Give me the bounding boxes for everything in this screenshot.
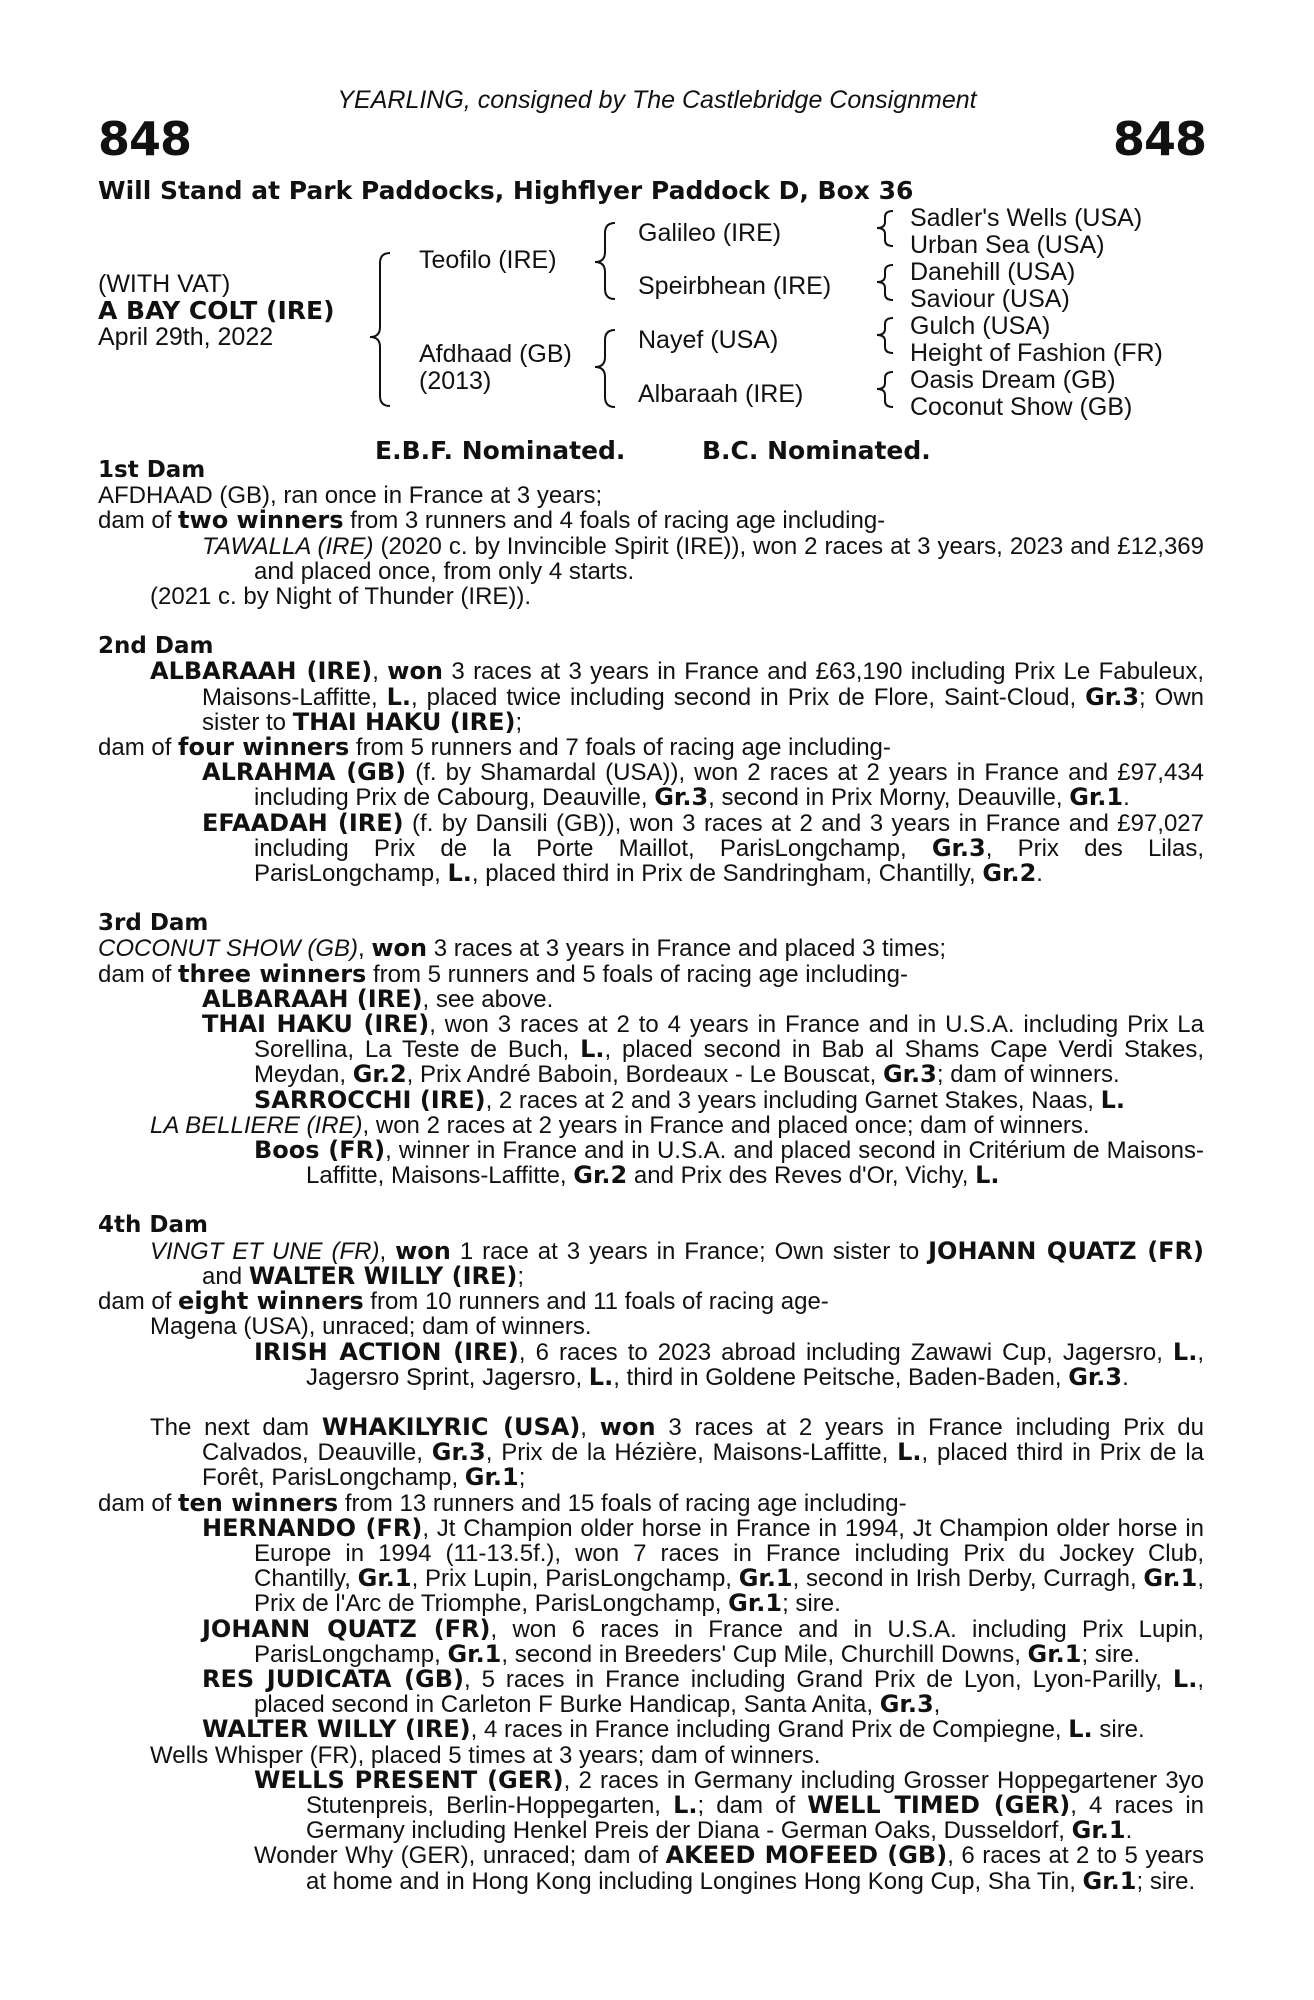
- produce-magena: Magena (USA), unraced; dam of winners.: [150, 1313, 592, 1341]
- ped-ddd: Coconut Show (GB): [910, 393, 1133, 421]
- next-dam-line: The next dam WHAKILYRIC (USA), won 3 races at 2 years in France including Prix du Calvados, Deauville, Gr.3, Prix de la Hézière, Maisons-Laffitte, L., placed third in Prix de la Forêt, ParisLongchamp, Gr.1;: [150, 1412, 1204, 1492]
- produce-johann-quatz: JOHANN QUATZ (FR), won 6 races in France and in U.S.A. including Prix Lupin, ParisLongchamp, Gr.1, second in Breeders' Cup Mile, Churchill Downs, Gr.1; sire.: [202, 1614, 1205, 1668]
- dam-year: (2013): [419, 367, 492, 395]
- produce-tawalla: TAWALLA (IRE) (2020 c. by Invincible Spirit (IRE)), won 2 races at 3 years, 2023 and £12,369 and placed once, from only 4 starts.: [202, 532, 1204, 585]
- produce-hernando: HERNANDO (FR), Jt Champion older horse in France in 1994, Jt Champion older horse in Europe in 1994 (11-13.5f.), won 7 races in France including Prix du Jockey Club, Chantilly, Gr.1, Prix Lupin, ParisLongchamp, Gr.1, second in Irish Derby, Curragh, Gr.1, Prix de l'Arc de Triomphe, ParisLongchamp, Gr.1; sire.: [202, 1513, 1205, 1618]
- produce-walter-willy: WALTER WILLY (IRE), 4 races in France including Grand Prix de Compiegne, L. sire.: [202, 1715, 1145, 1744]
- ped-dss: Gulch (USA): [910, 312, 1051, 340]
- produce-la-belliere: LA BELLIERE (IRE), won 2 races at 2 years in France and placed once; dam of winners.: [150, 1111, 1090, 1139]
- fourth-dam-line: VINGT ET UNE (FR), won 1 race at 3 years in France; Own sister to JOHANN QUATZ (FR) and WALTER WILLY (IRE);: [150, 1236, 1205, 1290]
- bracket-ss: [877, 211, 893, 246]
- produce-wells-whisper: Wells Whisper (FR), placed 5 times at 3 years; dam of winners.: [150, 1741, 821, 1769]
- first-dam-line: AFDHAAD (GB), ran once in France at 3 years;: [98, 482, 603, 510]
- bracket-dam: [595, 330, 615, 407]
- dam-name: Afdhaad (GB): [419, 340, 572, 368]
- third-dam-produce-summary: dam of three winners from 5 runners and 5 foals of racing age including-: [98, 959, 908, 988]
- produce-2021-colt: (2021 c. by Night of Thunder (IRE)).: [150, 583, 532, 611]
- produce-efaadah: EFAADAH (IRE) (f. by Dansili (GB)), won 3 races at 2 and 3 years in France and £97,027 including Prix de la Porte Maillot, ParisLongchamp, Gr.3, Prix des Lilas, ParisLongchamp, L., placed third in Prix de Sandringham, Chantilly, Gr.2.: [202, 808, 1204, 888]
- vat-note: (WITH VAT): [98, 270, 231, 298]
- produce-boos: Boos (FR), winner in France and in U.S.A. and placed second in Critérium de Maisons-Laffitte, Maisons-Laffitte, Gr.2 and Prix des Reves d'Or, Vichy, L.: [254, 1136, 1204, 1190]
- horse-name: A BAY COLT (IRE): [98, 296, 335, 325]
- ebf-nomination: E.B.F. Nominated.: [375, 436, 626, 465]
- ped-sss: Sadler's Wells (USA): [910, 204, 1143, 232]
- ped-sdd: Saviour (USA): [910, 285, 1070, 313]
- sire-name: Teofilo (IRE): [419, 246, 557, 274]
- bracket-gen1: [370, 253, 390, 406]
- fourth-dam-heading: 4th Dam: [98, 1212, 208, 1239]
- sire-dam: Speirbhean (IRE): [638, 272, 832, 300]
- dam-dam: Albaraah (IRE): [638, 380, 804, 408]
- stand-location: Will Stand at Park Paddocks, Highflyer Paddock D, Box 36: [98, 176, 914, 205]
- catalogue-body: [98, 458, 1204, 1894]
- ped-ssd: Urban Sea (USA): [910, 231, 1105, 259]
- ped-dsd: Height of Fashion (FR): [910, 339, 1163, 367]
- second-dam-produce-summary: dam of four winners from 5 runners and 7 foals of racing age including-: [98, 733, 891, 762]
- produce-irish-action: IRISH ACTION (IRE), 6 races to 2023 abroad including Zawawi Cup, Jagersro, L., Jagersro Sprint, Jagersro, L., third in Goldene Peitsche, Baden-Baden, Gr.3.: [254, 1337, 1205, 1391]
- produce-albaraah: ALBARAAH (IRE), see above.: [202, 984, 554, 1013]
- ped-sds: Danehill (USA): [910, 258, 1076, 286]
- sire-sire: Galileo (IRE): [638, 219, 782, 247]
- ped-dds: Oasis Dream (GB): [910, 366, 1116, 394]
- lot-number-right: 848: [1112, 112, 1206, 166]
- third-dam-heading: 3rd Dam: [98, 910, 209, 937]
- first-dam-heading: 1st Dam: [98, 457, 206, 483]
- produce-wells-present: WELLS PRESENT (GER), 2 races in Germany including Grosser Hoppegartener 3yo Stutenpreis, Berlin-Hoppegarten, L.; dam of WELL TIMED (GER), 4 races in Germany including Henkel Preis der Diana - German Oaks, Dusseldorf, Gr.1.: [254, 1765, 1205, 1845]
- consignor-line: YEARLING, consigned by The Castlebridge Consignment: [337, 86, 977, 114]
- second-dam-heading: 2nd Dam: [98, 633, 214, 660]
- dam-sire: Nayef (USA): [638, 326, 779, 354]
- foaling-date: April 29th, 2022: [98, 323, 274, 351]
- bracket-sd: [877, 265, 893, 300]
- bc-nomination: B.C. Nominated.: [702, 436, 931, 465]
- fourth-dam-produce-summary: dam of eight winners from 10 runners and 11 foals of racing age-: [98, 1287, 829, 1316]
- bracket-dd: [877, 372, 893, 407]
- bracket-ds: [877, 318, 893, 353]
- produce-res-judicata: RES JUDICATA (GB), 5 races in France including Grand Prix de Lyon, Lyon-Parilly, L., placed second in Carleton F Burke Handicap, Santa Anita, Gr.3,: [202, 1664, 1204, 1719]
- bracket-sire: [595, 223, 615, 299]
- first-dam-produce-summary: dam of two winners from 3 runners and 4 foals of racing age including-: [98, 506, 886, 535]
- produce-thai-haku: THAI HAKU (IRE), won 3 races at 2 to 4 years in France and in U.S.A. including Prix La Sorellina, La Teste de Buch, L., placed second in Bab al Shams Cape Verdi Stakes, Meydan, Gr.2, Prix André Baboin, Bordeaux - Le Bouscat, Gr.3; dam of winners.: [202, 1010, 1204, 1089]
- second-dam-line: ALBARAAH (IRE), won 3 races at 3 years in France and £63,190 including Prix Le Fabuleux, Maisons-Laffitte, L., placed twice including second in Prix de Flore, Saint-Cloud, Gr.3; Own sister to THAI HAKU (IRE);: [150, 657, 1205, 736]
- produce-sarrocchi: SARROCCHI (IRE), 2 races at 2 and 3 years including Garnet Stakes, Naas, L.: [254, 1085, 1125, 1114]
- third-dam-line: COCONUT SHOW (GB), won 3 races at 3 years in France and placed 3 times;: [98, 934, 947, 963]
- produce-alrahma: ALRAHMA (GB) (f. by Shamardal (USA)), won 2 races at 2 years in France and £97,434 including Prix de Cabourg, Deauville, Gr.3, second in Prix Morny, Deauville, Gr.1.: [202, 758, 1205, 812]
- produce-wonder-why: Wonder Why (GER), unraced; dam of AKEED MOFEED (GB), 6 races at 2 to 5 years at home and in Hong Kong including Longines Hong Kong Cup, Sha Tin, Gr.1; sire.: [254, 1841, 1205, 1895]
- next-dam-produce-summary: dam of ten winners from 13 runners and 15 foals of racing age including-: [98, 1488, 907, 1517]
- lot-number-left: 848: [98, 112, 192, 166]
